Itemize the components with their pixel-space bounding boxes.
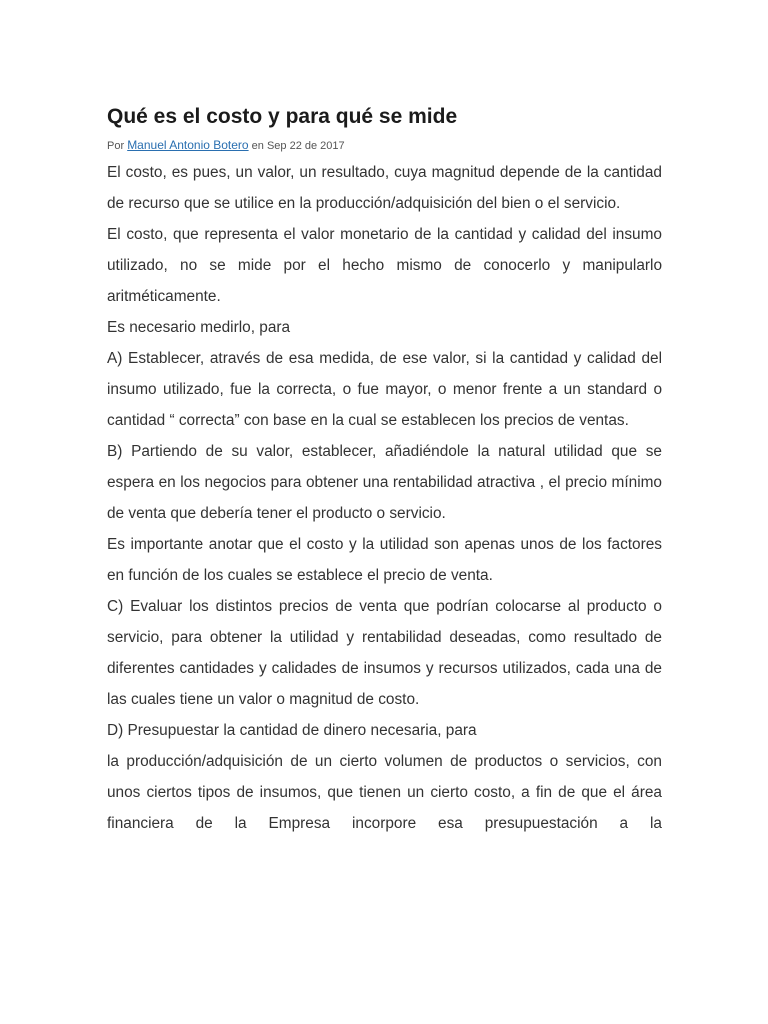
article	[107, 100, 662, 839]
paragraph: C) Evaluar los distintos precios de venta que podrían colocarse al producto o servicio, para obtener la utilidad y rentabilidad deseadas, como resultado de diferentes cantidades y calidades de insumos y recursos utilizados, cada una de las cuales tiene un valor o magnitud de costo.	[107, 598, 662, 708]
paragraph: A) Establecer, através de esa medida, de ese valor, si la cantidad y calidad del insumo utilizado, fue la correcta, o fue mayor, o menor frente a un standard o cantidad “ correcta” con base en la cual se establecen los precios de ventas.	[107, 350, 662, 429]
author-link[interactable]: Manuel Antonio Botero	[127, 138, 249, 152]
byline-date: en Sep 22 de 2017	[251, 140, 345, 152]
paragraph: Es importante anotar que el costo y la utilidad son apenas unos de los factores en función de los cuales se establece el precio de venta.	[107, 536, 662, 584]
paragraph: la producción/adquisición de un cierto volumen de productos o servicios, con unos ciertos tipos de insumos, que tienen un cierto costo, a fin de que el área financiera de la Empresa incorpore esa presupuestación a la	[107, 753, 662, 832]
paragraph: Es necesario medirlo, para	[107, 319, 291, 336]
article-title: Qué es el costo y para qué se mide	[107, 105, 458, 128]
article-body	[107, 157, 662, 839]
byline	[107, 137, 662, 154]
byline-prefix: Por	[107, 140, 125, 152]
paragraph: D) Presupuestar la cantidad de dinero necesaria, para	[107, 722, 477, 739]
paragraph: B) Partiendo de su valor, establecer, añadiéndole la natural utilidad que se espera en los negocios para obtener una rentabilidad atractiva , el precio mínimo de venta que debería tener el producto o servicio.	[107, 443, 662, 522]
paragraph: El costo, es pues, un valor, un resultado, cuya magnitud depende de la cantidad de recurso que se utilice en la producción/adquisición del bien o el servicio.	[107, 164, 662, 212]
paragraph: El costo, que representa el valor monetario de la cantidad y calidad del insumo utilizado, no se mide por el hecho mismo de conocerlo y manipularlo aritméticamente.	[107, 226, 662, 305]
